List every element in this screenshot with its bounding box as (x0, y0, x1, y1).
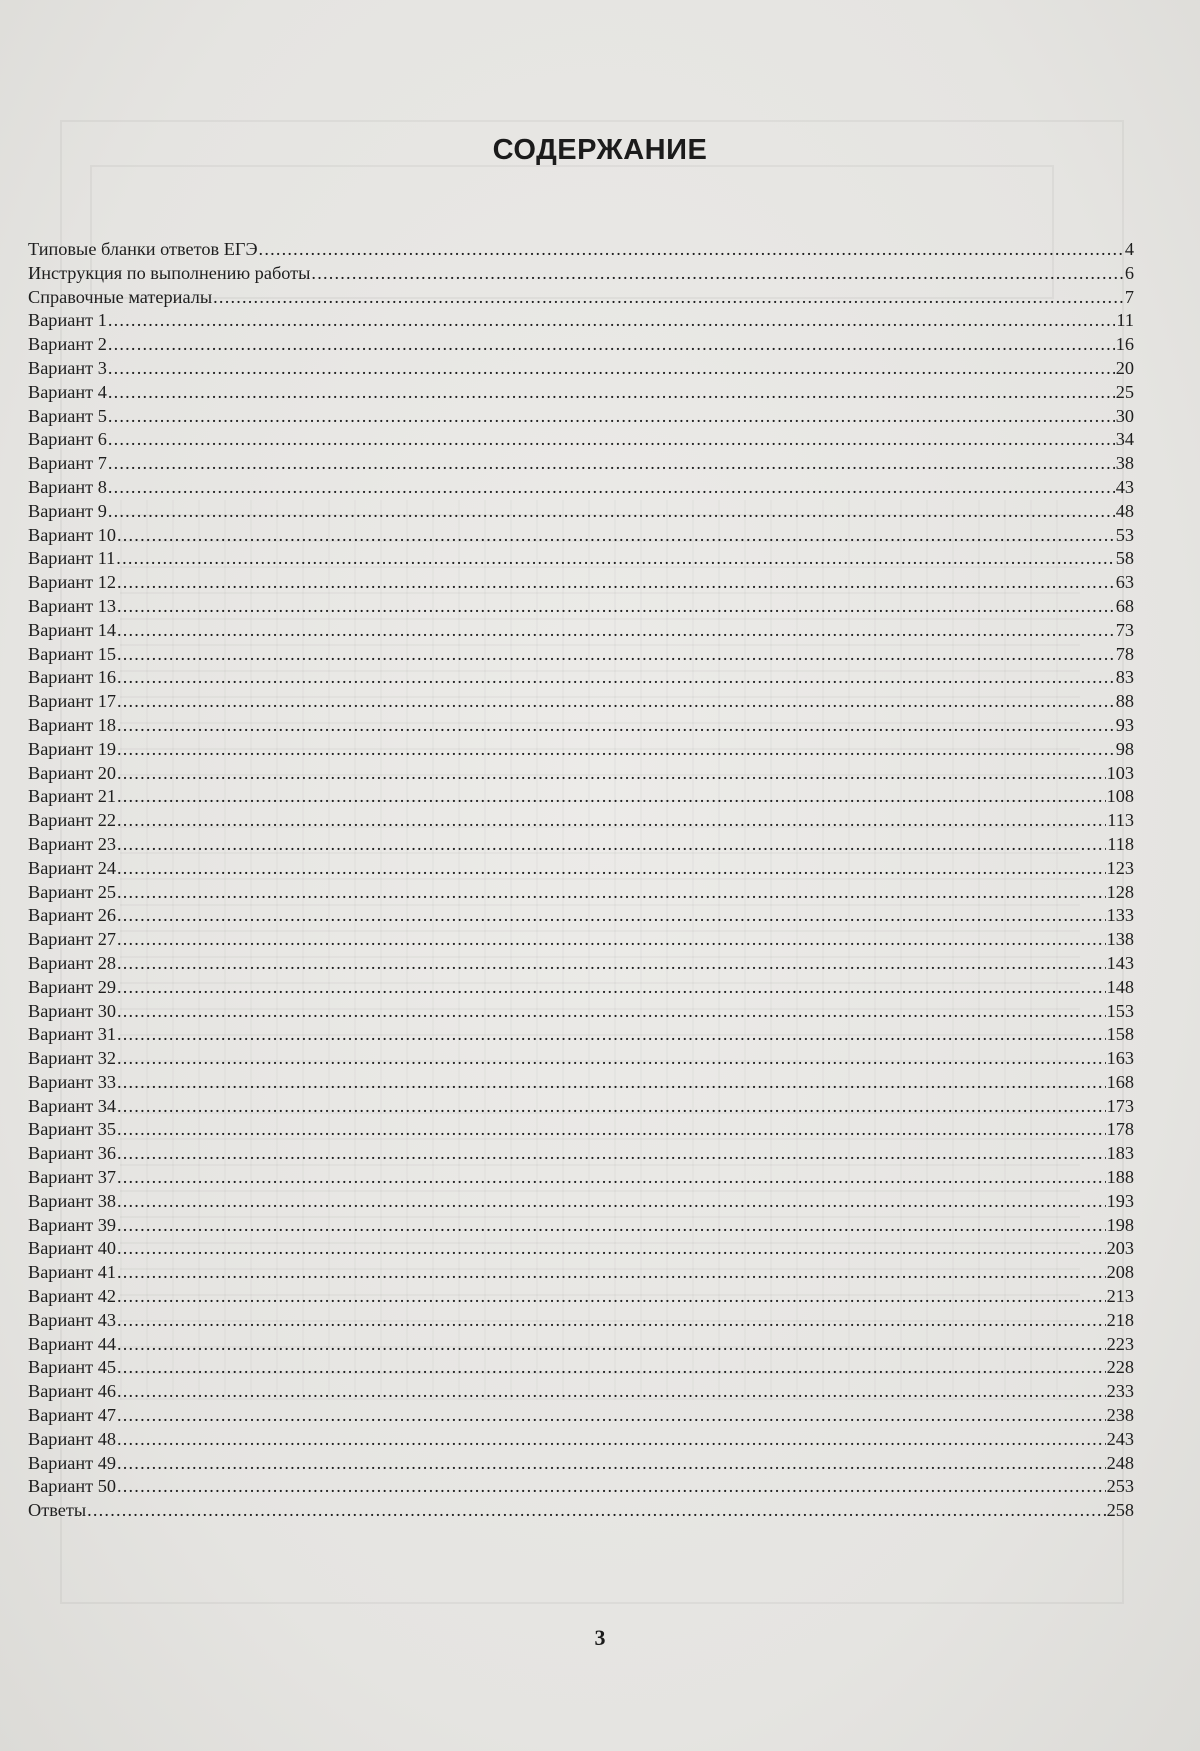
toc-entry-page: 93 (1115, 714, 1134, 735)
toc-entry-label: Вариант 45 (28, 1357, 116, 1378)
toc-dot-leader (117, 571, 1115, 595)
toc-entry-label: Вариант 13 (28, 595, 116, 616)
toc-entry (28, 1237, 1134, 1261)
toc-entry-label: Вариант 7 (28, 453, 107, 474)
toc-entry (28, 1142, 1134, 1166)
toc-dot-leader (117, 1404, 1106, 1428)
toc-dot-leader (117, 714, 1115, 738)
toc-entry-label: Вариант 16 (28, 667, 116, 688)
toc-entry-page: 25 (1115, 381, 1134, 402)
toc-dot-leader (116, 547, 1114, 571)
toc-entry-page: 48 (1115, 500, 1134, 521)
toc-entry-page: 213 (1106, 1286, 1134, 1307)
toc-entry-label: Вариант 19 (28, 738, 116, 759)
toc-entry-page: 113 (1107, 810, 1134, 831)
toc-entry-page: 88 (1115, 691, 1134, 712)
toc-entry-page: 178 (1106, 1119, 1134, 1140)
toc-entry-page: 7 (1124, 286, 1134, 307)
toc-entry-label: Вариант 26 (28, 905, 116, 926)
toc-entry-label: Вариант 25 (28, 881, 116, 902)
toc-entry (28, 1000, 1134, 1024)
toc-entry-label: Вариант 12 (28, 572, 116, 593)
toc-entry-page: 148 (1106, 976, 1134, 997)
toc-dot-leader (117, 1214, 1106, 1238)
toc-entry-page: 173 (1106, 1095, 1134, 1116)
toc-entry-label: Вариант 18 (28, 714, 116, 735)
toc-dot-leader (108, 500, 1115, 524)
toc-entry-label: Вариант 3 (28, 357, 107, 378)
toc-entry (28, 738, 1134, 762)
toc-entry-label: Вариант 14 (28, 619, 116, 640)
toc-entry-page: 16 (1115, 334, 1134, 355)
toc-entry-label: Вариант 39 (28, 1214, 116, 1235)
toc-entry (28, 262, 1134, 286)
toc-dot-leader (311, 262, 1123, 286)
toc-entry-label: Вариант 43 (28, 1309, 116, 1330)
toc-entry-page: 253 (1106, 1476, 1134, 1497)
toc-dot-leader (117, 666, 1115, 690)
toc-entry-label: Вариант 50 (28, 1476, 116, 1497)
toc-dot-leader (117, 619, 1115, 643)
toc-entry (28, 1190, 1134, 1214)
toc-entry-label: Справочные материалы (28, 286, 213, 307)
toc-entry (28, 1380, 1134, 1404)
toc-dot-leader (117, 1071, 1106, 1095)
toc-entry-label: Вариант 28 (28, 952, 116, 973)
toc-entry-label: Вариант 23 (28, 833, 116, 854)
toc-entry-page: 53 (1115, 524, 1134, 545)
toc-dot-leader (117, 1118, 1106, 1142)
toc-dot-leader (108, 476, 1115, 500)
toc-entry (28, 690, 1134, 714)
toc-entry (28, 857, 1134, 881)
toc-entry-page: 38 (1115, 453, 1134, 474)
toc-entry (28, 476, 1134, 500)
toc-entry-label: Вариант 41 (28, 1262, 116, 1283)
toc-entry-label: Вариант 47 (28, 1405, 116, 1426)
toc-entry (28, 952, 1134, 976)
toc-dot-leader (117, 1285, 1106, 1309)
toc-entry (28, 1428, 1134, 1452)
toc-entry-label: Вариант 34 (28, 1095, 116, 1116)
toc-entry (28, 1309, 1134, 1333)
toc-entry-label: Вариант 44 (28, 1333, 116, 1354)
toc-entry-page: 4 (1124, 239, 1134, 259)
toc-entry (28, 904, 1134, 928)
toc-entry-label: Инструкция по выполнению работы (28, 262, 311, 283)
toc-entry (28, 595, 1134, 619)
toc-dot-leader (117, 881, 1106, 905)
toc-entry (28, 1166, 1134, 1190)
toc-entry-label: Вариант 35 (28, 1119, 116, 1140)
toc-entry (28, 762, 1134, 786)
toc-entry-label: Вариант 22 (28, 810, 116, 831)
toc-entry (28, 238, 1134, 262)
toc-entry-page: 118 (1107, 833, 1134, 854)
toc-entry-label: Вариант 2 (28, 334, 107, 355)
toc-dot-leader (117, 1190, 1106, 1214)
toc-entry-page: 223 (1106, 1333, 1134, 1354)
toc-dot-leader (117, 643, 1115, 667)
toc-entry-label: Типовые бланки ответов ЕГЭ (28, 239, 258, 259)
toc-entry (28, 619, 1134, 643)
toc-entry-label: Вариант 10 (28, 524, 116, 545)
toc-entry-label: Вариант 1 (28, 310, 107, 331)
toc-entry-page: 138 (1106, 929, 1134, 950)
toc-entry-page: 128 (1106, 881, 1134, 902)
toc-dot-leader (117, 1428, 1106, 1452)
toc-entry (28, 1118, 1134, 1142)
toc-dot-leader (117, 690, 1115, 714)
toc-dot-leader (117, 809, 1106, 833)
toc-entry-label: Вариант 42 (28, 1286, 116, 1307)
toc-entry (28, 309, 1134, 333)
toc-dot-leader (108, 309, 1116, 333)
toc-entry-page: 158 (1106, 1024, 1134, 1045)
toc-entry-label: Ответы (28, 1500, 87, 1521)
toc-entry-page: 258 (1106, 1500, 1134, 1521)
toc-dot-leader (117, 1023, 1106, 1047)
toc-entry (28, 452, 1134, 476)
toc-entry (28, 833, 1134, 857)
toc-entry-page: 243 (1106, 1428, 1134, 1449)
toc-entry-label: Вариант 15 (28, 643, 116, 664)
toc-entry (28, 976, 1134, 1000)
toc-entry (28, 1333, 1134, 1357)
toc-entry (28, 1047, 1134, 1071)
toc-entry (28, 524, 1134, 548)
toc-dot-leader (259, 238, 1124, 262)
toc-dot-leader (117, 1356, 1106, 1380)
toc-dot-leader (117, 904, 1106, 928)
toc-entry-page: 133 (1106, 905, 1134, 926)
toc-entry-page: 98 (1115, 738, 1134, 759)
toc-dot-leader (117, 1452, 1106, 1476)
toc-entry (28, 1095, 1134, 1119)
toc-entry-label: Вариант 6 (28, 429, 107, 450)
toc-entry-page: 68 (1115, 595, 1134, 616)
toc-dot-leader (117, 524, 1115, 548)
toc-entry-page: 168 (1106, 1071, 1134, 1092)
toc-entry (28, 500, 1134, 524)
toc-entry-label: Вариант 27 (28, 929, 116, 950)
toc-dot-leader (108, 357, 1115, 381)
toc-entry-label: Вариант 21 (28, 786, 116, 807)
toc-entry-page: 228 (1106, 1357, 1134, 1378)
toc-entry-page: 248 (1106, 1452, 1134, 1473)
toc-entry (28, 1071, 1134, 1095)
toc-entry-page: 143 (1106, 952, 1134, 973)
toc-entry-label: Вариант 11 (28, 548, 116, 569)
toc-entry-label: Вариант 37 (28, 1167, 116, 1188)
toc-dot-leader (117, 857, 1106, 881)
toc-entry-label: Вариант 48 (28, 1428, 116, 1449)
page-number: 3 (594, 1625, 606, 1650)
toc-dot-leader (117, 1309, 1106, 1333)
toc-dot-leader (117, 1047, 1106, 1071)
toc-entry-label: Вариант 20 (28, 762, 116, 783)
toc-entry-label: Вариант 38 (28, 1190, 116, 1211)
toc-dot-leader (108, 381, 1115, 405)
toc-entry-label: Вариант 32 (28, 1048, 116, 1069)
toc-entry (28, 405, 1134, 429)
toc-dot-leader (213, 286, 1124, 310)
toc-entry-label: Вариант 31 (28, 1024, 116, 1045)
toc-entry (28, 643, 1134, 667)
toc-entry (28, 881, 1134, 905)
toc-entry-label: Вариант 49 (28, 1452, 116, 1473)
toc-entry (28, 1475, 1134, 1499)
toc-entry-page: 43 (1115, 476, 1134, 497)
toc-entry (28, 357, 1134, 381)
toc-dot-leader (117, 833, 1106, 857)
toc-dot-leader (117, 928, 1106, 952)
toc-dot-leader (117, 976, 1106, 1000)
toc-entry-label: Вариант 24 (28, 857, 116, 878)
toc-entry-page: 218 (1106, 1309, 1134, 1330)
toc-entry-label: Вариант 17 (28, 691, 116, 712)
toc-entry-page: 63 (1115, 572, 1134, 593)
toc-entry-page: 20 (1115, 357, 1134, 378)
toc-entry-page: 73 (1115, 619, 1134, 640)
toc-entry (28, 333, 1134, 357)
toc-dot-leader (108, 452, 1115, 476)
toc-entry (28, 286, 1134, 310)
page-title: СОДЕРЖАНИЕ (492, 134, 708, 166)
toc-entry-label: Вариант 36 (28, 1143, 116, 1164)
toc-entry-page: 123 (1106, 857, 1134, 878)
toc-entry-label: Вариант 4 (28, 381, 107, 402)
toc-entry-page: 153 (1106, 1000, 1134, 1021)
toc-entry-label: Вариант 9 (28, 500, 107, 521)
toc-entry (28, 928, 1134, 952)
toc-dot-leader (117, 952, 1106, 976)
toc-entry-page: 34 (1115, 429, 1134, 450)
toc-entry-page: 203 (1106, 1238, 1134, 1259)
toc-entry (28, 571, 1134, 595)
toc-entry-page: 58 (1115, 548, 1134, 569)
toc-entry-label: Вариант 5 (28, 405, 107, 426)
toc-entry (28, 1404, 1134, 1428)
toc-entry (28, 1214, 1134, 1238)
toc-entry (28, 666, 1134, 690)
toc-dot-leader (117, 595, 1115, 619)
toc-dot-leader (87, 1499, 1105, 1523)
toc-entry-label: Вариант 8 (28, 476, 107, 497)
toc-entry-page: 198 (1106, 1214, 1134, 1235)
toc-entry-page: 193 (1106, 1190, 1134, 1211)
toc-entry-page: 78 (1115, 643, 1134, 664)
toc-entry (28, 1285, 1134, 1309)
toc-dot-leader (117, 1166, 1106, 1190)
toc-entry (28, 1452, 1134, 1476)
toc-dot-leader (117, 1333, 1106, 1357)
toc-entry (28, 1023, 1134, 1047)
toc-entry-page: 238 (1106, 1405, 1134, 1426)
toc-dot-leader (117, 1095, 1106, 1119)
toc-entry (28, 1356, 1134, 1380)
toc-entry (28, 785, 1134, 809)
toc-entry (28, 714, 1134, 738)
toc-entry-page: 6 (1124, 262, 1134, 283)
toc-dot-leader (117, 1142, 1106, 1166)
toc-dot-leader (117, 785, 1106, 809)
toc-entry (28, 547, 1134, 571)
toc-entry-page: 188 (1106, 1167, 1134, 1188)
toc-entry-page: 83 (1115, 667, 1134, 688)
toc-entry-label: Вариант 29 (28, 976, 116, 997)
toc-entry-page: 208 (1106, 1262, 1134, 1283)
toc-entry (28, 428, 1134, 452)
toc-entry-page: 163 (1106, 1048, 1134, 1069)
toc-entry-label: Вариант 30 (28, 1000, 116, 1021)
toc-entry-page: 30 (1115, 405, 1134, 426)
toc-entry-page: 108 (1106, 786, 1134, 807)
toc-dot-leader (108, 405, 1115, 429)
toc-entry-label: Вариант 40 (28, 1238, 116, 1259)
toc-dot-leader (108, 333, 1115, 357)
toc-entry-label: Вариант 33 (28, 1071, 116, 1092)
toc-entry-page: 183 (1106, 1143, 1134, 1164)
toc-dot-leader (117, 762, 1106, 786)
toc-entry (28, 1499, 1134, 1523)
toc-dot-leader (117, 1000, 1106, 1024)
toc-dot-leader (117, 1380, 1106, 1404)
toc-entry-label: Вариант 46 (28, 1381, 116, 1402)
toc-dot-leader (117, 1261, 1106, 1285)
toc-entry-page: 103 (1106, 762, 1134, 783)
toc-entry-page: 233 (1106, 1381, 1134, 1402)
table-of-contents (28, 238, 1134, 1523)
toc-entry (28, 1261, 1134, 1285)
toc-entry (28, 809, 1134, 833)
toc-entry (28, 381, 1134, 405)
toc-dot-leader (117, 1237, 1106, 1261)
toc-dot-leader (117, 1475, 1106, 1499)
toc-entry-page: 11 (1116, 310, 1134, 331)
toc-dot-leader (108, 428, 1115, 452)
toc-dot-leader (117, 738, 1115, 762)
